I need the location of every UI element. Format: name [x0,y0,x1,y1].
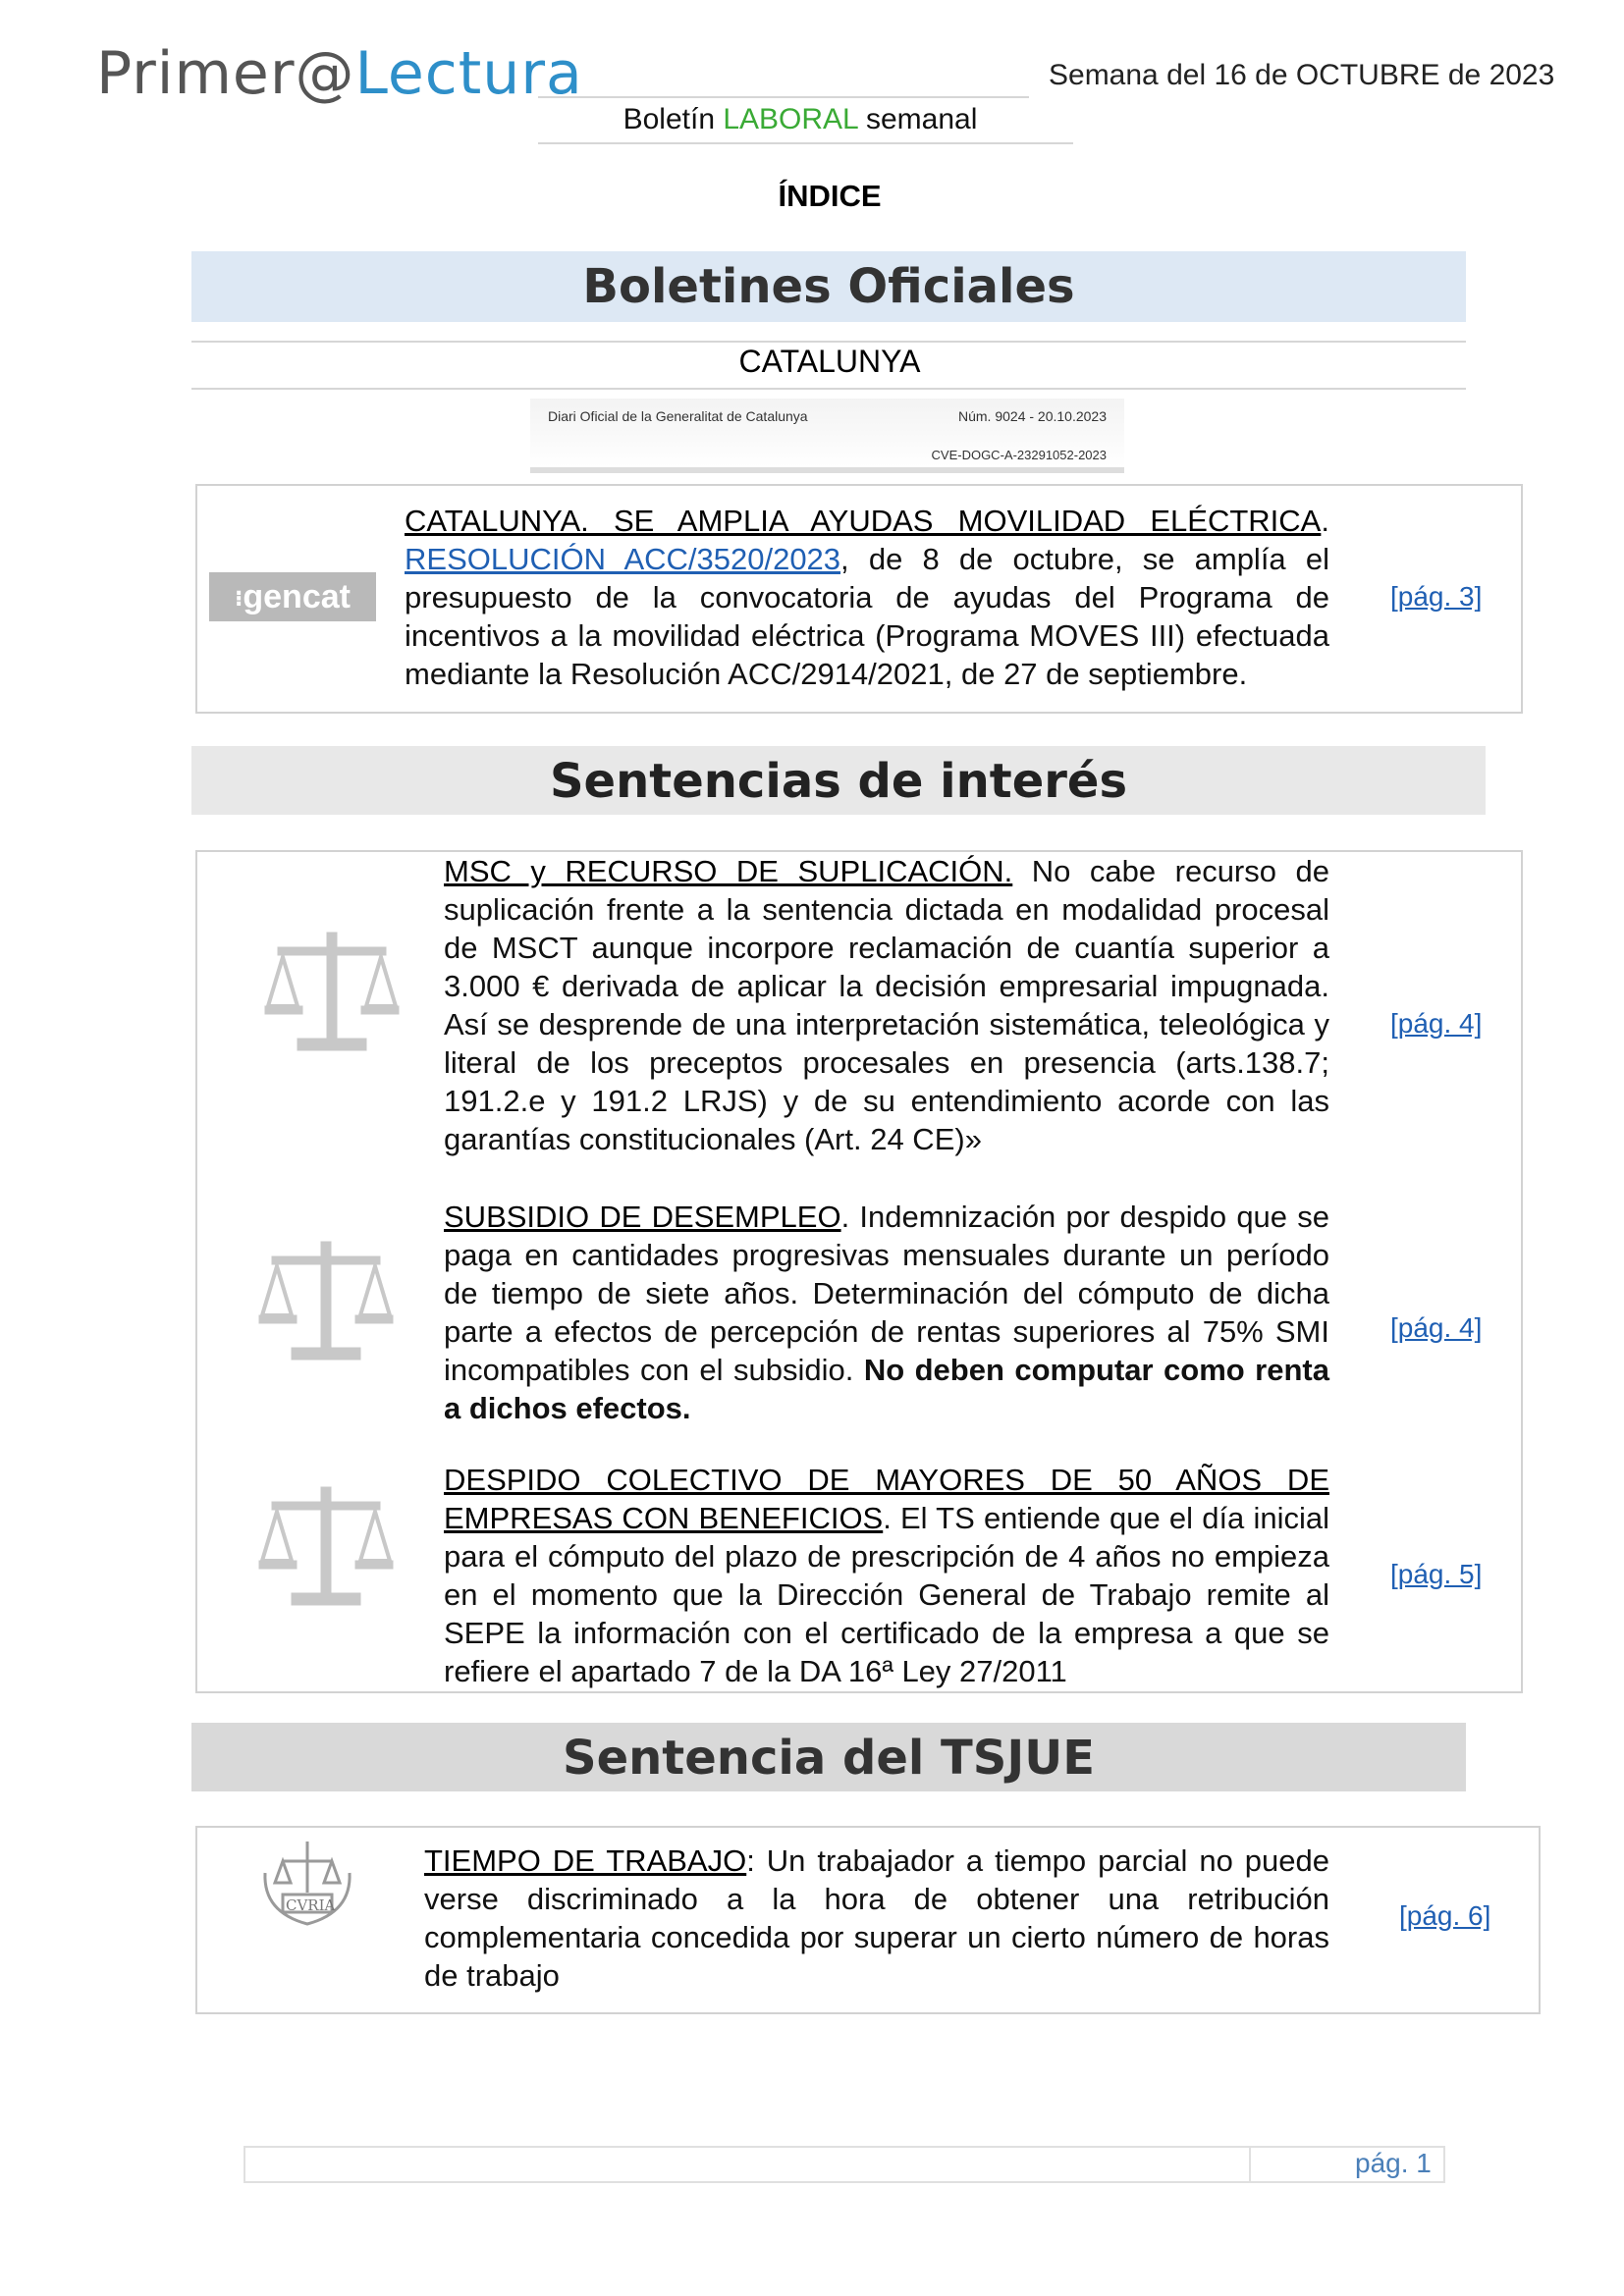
index-title: ÍNDICE [778,179,882,213]
page-link-6[interactable]: [pág. 6] [1399,1900,1491,1931]
gencat-logo [209,572,376,621]
region-rule-bottom [191,388,1466,390]
page-link-5[interactable]: [pág. 5] [1390,1559,1483,1589]
header-rule-bottom [538,142,1073,144]
dogc-cve: CVE-DOGC-A-23291052-2023 [931,448,1107,462]
item-body: . Indemnización por despido que se paga en cantidades progresivas mensuales durante un período de tiempo de siete años. Determinación del cómputo de dicha parte a efectos de percepción de rentas superiores al 75% SMI incompatibles con el subsidio. [444,1200,1329,1387]
region-label: CATALUNYA [738,344,921,379]
scale-icon [263,923,401,1060]
item-text-subsidio [444,1198,1329,1427]
item-heading: MSC y RECURSO DE SUPLICACIÓN. [444,854,1013,888]
item-body: . El TS entiende que el día inicial para el cómputo del plazo de prescripción de 4 años no empieza en el momento que la Dirección General de Trabajo remite al SEPE la información con el certificado de la empresa a que se refiere el apartado 7 de la DA 16ª Ley 27/2011 [444,1501,1329,1688]
curia-logo-text: CVRIA [286,1896,336,1914]
page-link-4b[interactable]: [pág. 4] [1390,1312,1483,1343]
region-rule-top [191,341,1466,343]
item-text-msc [444,852,1329,1158]
resolution-link[interactable]: RESOLUCIÓN ACC/3520/2023 [405,542,841,576]
logo-part2: Lectura [354,39,583,108]
item-heading: TIEMPO DE TRABAJO [424,1843,747,1878]
item-body: No cabe recurso de suplicación frente a la sentencia dictada en modalidad procesal de MSCT aunque incorpore reclamación de cuantía superior a 3.000 € derivada de aplicar la decisión empresarial impugnada. Así se desprende de una interpretación sistemática, teleológica y literal de los preceptos procesales en presencia (arts.138.7; 191.2.e y 191.2 LRJS) y de su entendimiento acorde con las garantías constitucionales (Art. 24 CE)» [444,854,1329,1156]
item-strong: No deben computar como renta a dichos efectos. [444,1353,1329,1425]
scale-icon [257,1477,395,1615]
section-band-tsjue: Sentencia del TSJUE [191,1723,1466,1791]
dogc-number: Núm. 9024 - 20.10.2023 [958,408,1107,424]
boletin-laboral: LABORAL [723,103,858,135]
week-label: Semana del 16 de OCTUBRE de 2023 [1049,59,1555,91]
section-band-sentencias: Sentencias de interés [191,746,1486,815]
logo-part1: Primer@ [96,39,355,108]
footer-page-number: pág. 1 [1355,2148,1432,2178]
boletin-label [535,103,1065,136]
item-text-despido [444,1461,1329,1690]
item-heading: CATALUNYA. SE AMPLIA AYUDAS MOVILIDAD ELÉCTRICA [405,504,1322,538]
boletin-post: semanal [857,103,978,135]
section-band-boletines: Boletines Oficiales [191,251,1466,322]
item-text-tiempo [424,1842,1329,1995]
item-body: : Un trabajador a tiempo parcial no puede verse discriminado a la hora de obtener una retribución complementaria concedida por superar un cierto número de horas de trabajo [424,1843,1329,1993]
page-link-3[interactable]: [pág. 3] [1390,581,1483,612]
item-heading: SUBSIDIO DE DESEMPLEO [444,1200,841,1234]
dogc-title: Diari Oficial de la Generalitat de Catalunya [548,408,808,424]
page-link-4a[interactable]: [pág. 4] [1390,1008,1483,1039]
boletin-pre: Boletín [623,103,724,135]
item-text-catalunya: CATALUNYA. SE AMPLIA AYUDAS MOVILIDAD ELÉCTRICA. RESOLUCIÓN ACC/3520/2023, de 8 de octubre, se amplía el presupuesto de la convocatoria de ayudas del Programa de incentivos a la movilidad eléctrica (Programa MOVES III) efectuada mediante la Resolución ACC/2914/2021, de 27 de septiembre. [405,504,1329,691]
gencat-logo-text: gencat [243,578,351,615]
logo [96,39,583,108]
header-rule-top [538,96,1029,98]
curia-logo-icon [253,1834,361,1932]
gencat-dots-icon: ⁝ [235,586,244,612]
item-body: , de 8 de octubre, se amplía el presupuesto de la convocatoria de ayudas del Programa de incentivos a la movilidad eléctrica (Programa MOVES III) efectuada mediante la Resolución ACC/2914/2021, de 27 de septiembre. [405,542,1329,691]
footer-separator [1249,2146,1251,2181]
dogc-header-image [530,399,1124,473]
scale-icon [257,1232,395,1369]
footer-box [244,2146,1445,2183]
item-heading: DESPIDO COLECTIVO DE MAYORES DE 50 AÑOS DE EMPRESAS CON BENEFICIOS [444,1463,1329,1535]
